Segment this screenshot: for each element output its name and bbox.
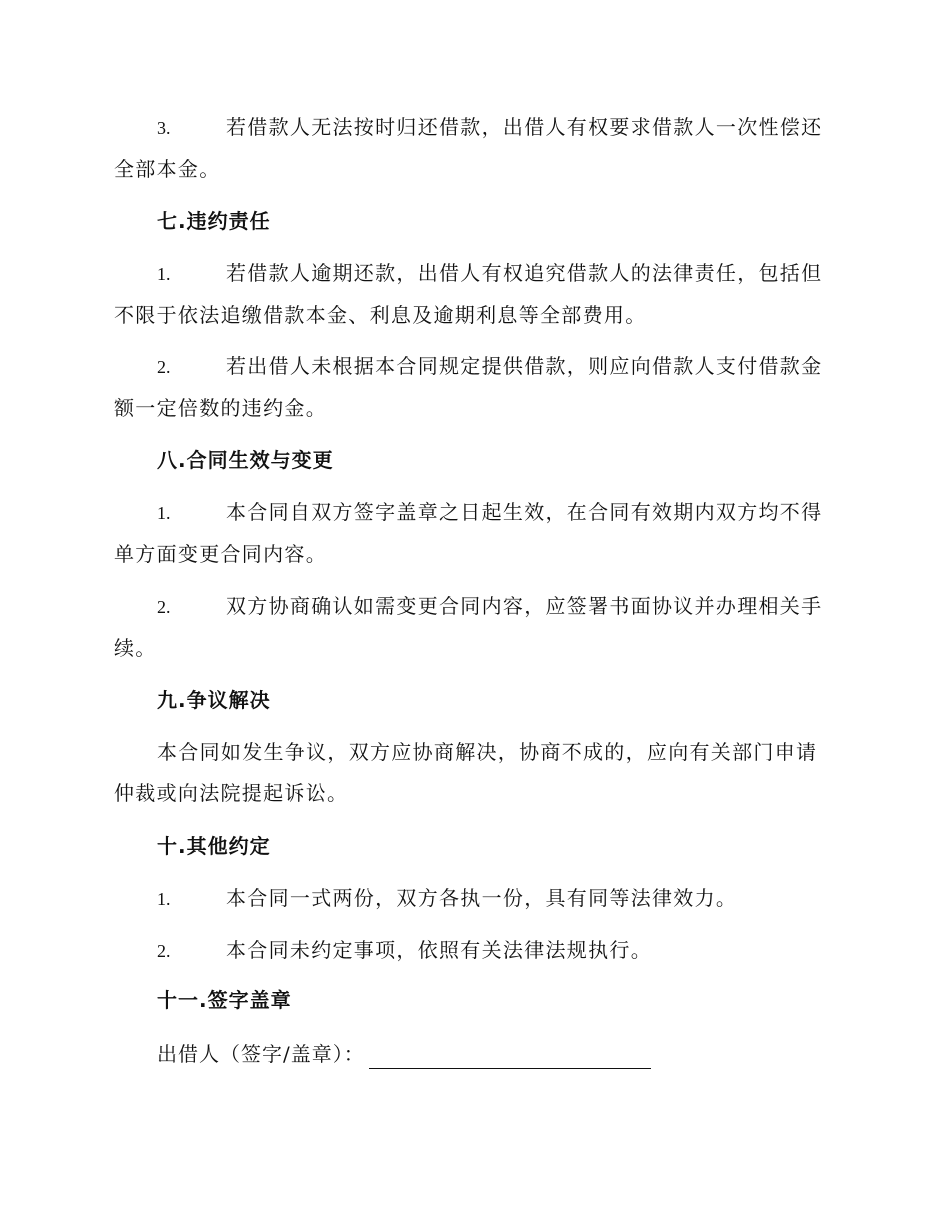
clause8-heading: 八.合同生效与变更	[157, 448, 334, 472]
item-text: 双方协商确认如需变更合同内容，应签署书面协议并办理相关手续。	[114, 594, 823, 660]
item-text: 若出借人未根据本合同规定提供借款，则应向借款人支付借款金额一定倍数的违约金。	[114, 354, 823, 420]
item-number: 1.	[157, 503, 171, 523]
item-number: 2.	[157, 941, 171, 961]
paragraph-text: 本合同如发生争议，双方应协商解决，协商不成的，应向有关部门申请仲裁或向法院提起诉讼。	[114, 740, 818, 805]
item-text: 若借款人逾期还款，出借人有权追究借款人的法律责任，包括但不限于依法追缴借款本金、利息及逾期利息等全部费用。	[114, 261, 823, 327]
item-number: 3.	[157, 118, 171, 138]
clause7-item1	[114, 253, 832, 336]
clause11-heading: 十一.签字盖章	[157, 988, 292, 1012]
item-text: 若借款人无法按时归还借款，出借人有权要求借款人一次性偿还全部本金。	[114, 115, 823, 181]
item-number: 2.	[157, 357, 171, 377]
clause9-paragraph	[114, 732, 832, 814]
clause10-heading: 十.其他约定	[157, 834, 271, 858]
clause8-item1	[114, 492, 832, 575]
item-text: 本合同未约定事项，依照有关法律法规执行。	[226, 938, 652, 962]
clause8-item2	[114, 586, 832, 669]
clause7-item2	[114, 346, 832, 429]
item-number: 1.	[157, 889, 171, 909]
clause10-item2	[114, 930, 832, 972]
lender-signature-line[interactable]	[369, 1044, 651, 1069]
lender-signature-label: 出借人（签字/盖章）：	[157, 1042, 365, 1066]
item-number: 1.	[157, 264, 171, 284]
clause6-item3	[114, 107, 832, 190]
item-text: 本合同自双方签字盖章之日起生效，在合同有效期内双方均不得单方面变更合同内容。	[114, 500, 823, 566]
item-text: 本合同一式两份，双方各执一份，具有同等法律效力。	[226, 886, 738, 910]
clause10-item1	[114, 878, 832, 920]
clause9-heading: 九.争议解决	[157, 688, 271, 712]
lender-signature-row	[157, 1039, 651, 1069]
item-number: 2.	[157, 597, 171, 617]
clause7-heading: 七.违约责任	[157, 209, 271, 233]
